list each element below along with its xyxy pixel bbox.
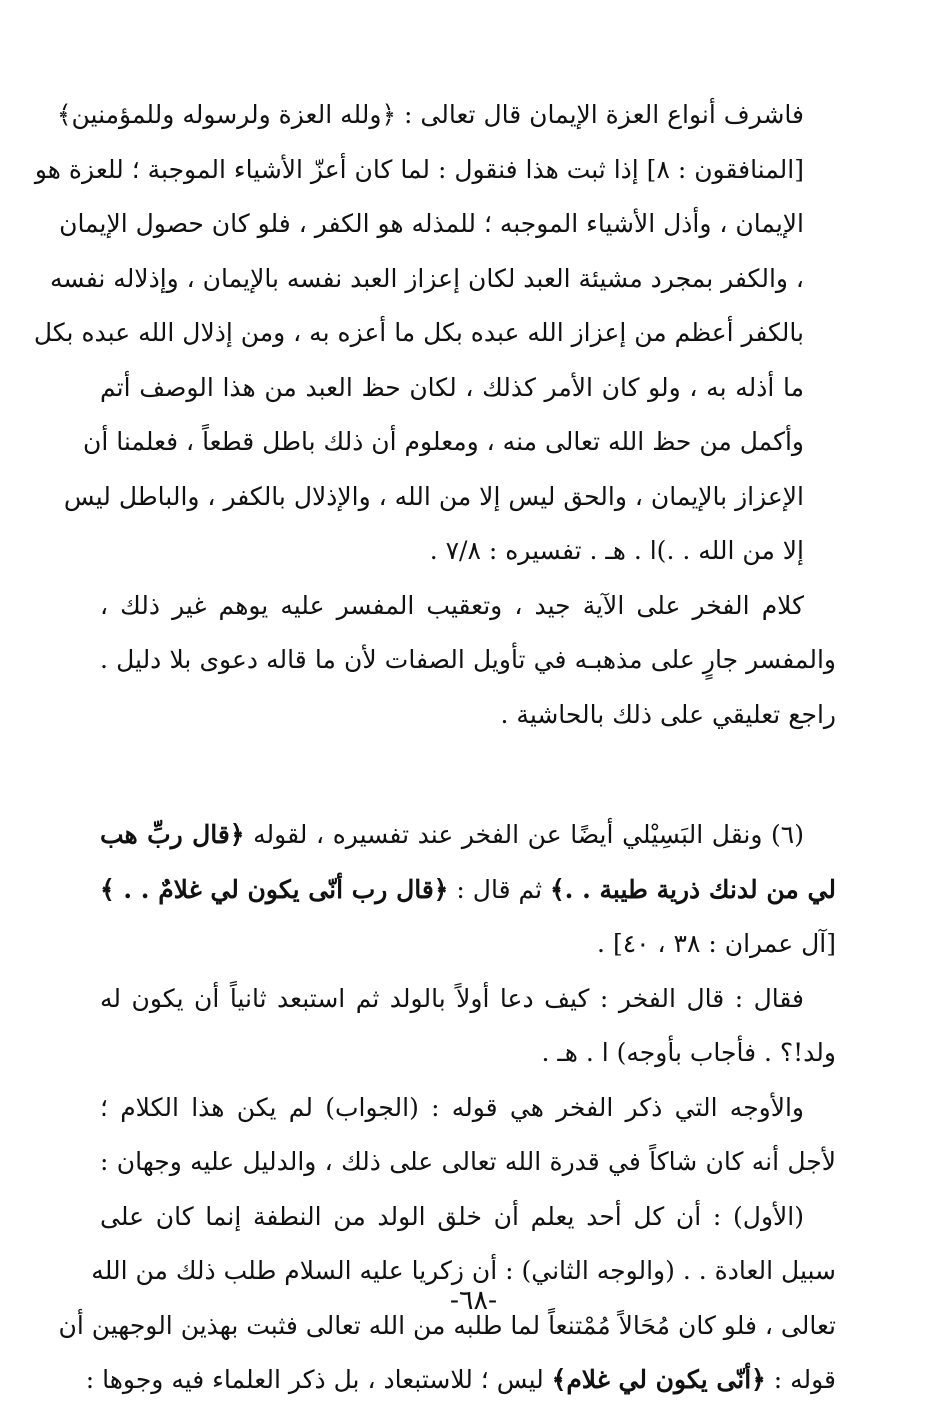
text-segment: ليس ؛ للاستبعاد ، بل ذكر العلماء فيه وجوها : (85, 1365, 552, 1394)
text-line: والمفسر جارٍ على مذهبـه في تأويل الصفات لأن ما قاله دعوى بلا دليل . (100, 645, 836, 674)
paragraph-fakhr-question-cont (100, 1026, 836, 1081)
quran-quote: لي من لدنك ذرية طيبة . .﴾ (550, 874, 836, 904)
text-line: فاشرف أنواع العزة الإيمان قال تعالى : ﴿ولله العزة ولرسوله وللمؤمنين﴾ (56, 100, 804, 129)
quran-quote: ﴿قال ربِّ هب (100, 820, 245, 849)
footnote-6 (100, 808, 836, 863)
text-line: الإعزاز بالإيمان ، والحق ليس إلا من الله ، والإذلال بالكفر ، والباطل ليس (63, 481, 804, 511)
text-line: تعالى ، فلو كان مُحَالاً مُمْتنعاً لما طلبه من الله تعالى فثبت بهذين الوجهين أن (58, 1310, 836, 1340)
quran-quote: ﴿قال رب أنّى يكون لي غلامٌ . . ﴾ (100, 874, 449, 904)
footnote-text: ثم قال : (448, 874, 551, 904)
text-line: إلا من الله . .)ا . هـ . تفسيره : ٧/٨ . (429, 536, 804, 565)
text-line: بالكفر أعظم من إعزاز الله عبده بكل ما أعزه به ، ومن إذلال الله عبده بكل (33, 318, 804, 347)
section-gap (100, 742, 836, 808)
text-line: كلام الفخر على الآية جيد ، وتعقيب المفسر عليه يوهم غير ذلك ، (100, 590, 804, 620)
page-number: -٦٨- (449, 1285, 498, 1316)
footnote-text: (٦) ونقل البَسِيْلي أيضًا عن الفخر عند تفسيره ، لقوله (244, 820, 804, 849)
text-line: (الأول) : أن كل أحد يعلم أن خلق الولد من النطفة إنما كان على (100, 1201, 804, 1231)
paragraph-first-second (100, 1190, 836, 1245)
paragraph-first-second-cont (58, 1244, 836, 1408)
paragraph-fakhr-quote (33, 88, 836, 579)
text-line: راجع تعليقي على ذلك بالحاشية . (500, 699, 836, 729)
paragraph-commentary (100, 579, 836, 634)
text-line: ، والكفر بمجرد مشيئة العبد لكان إعزاز العبد نفسه بالإيمان ، وإذلاله نفسه (50, 263, 804, 293)
text-line: فقال : قال الفخر : كيف دعا أولاً بالولد ثم استبعد ثانياً أن يكون له (100, 983, 804, 1013)
paragraph-commentary-cont (100, 633, 836, 742)
text-line: سبيل العادة . . (والوجه الثاني) : أن زكريا عليه السلام طلب ذلك من الله (91, 1256, 836, 1285)
text-line: الإيمان ، وأذل الأشياء الموجبه ؛ للمذله هو الكفر ، فلو كان حصول الإيمان (59, 209, 804, 238)
text-line (85, 1353, 836, 1408)
paragraph-answers (100, 1081, 836, 1136)
text-line: ما أذله به ، ولو كان الأمر كذلك ، لكان حظ العبد من هذا الوصف أتم (100, 372, 804, 402)
text-line: [آل عمران : ٣٨ ، ٤٠] . (597, 929, 836, 958)
paragraph-fakhr-question (100, 972, 836, 1027)
text-line: ولد!؟ . فأجاب بأوجه) ا . هـ . (541, 1038, 836, 1067)
text-line: لأجل أنه كان شاكاً في قدرة الله تعالى على ذلك ، والدليل عليه وجهان : (100, 1147, 836, 1176)
page-body (33, 88, 836, 1408)
text-segment: قوله : (765, 1365, 836, 1394)
text-line (100, 808, 804, 863)
text-line: والأوجه التي ذكر الفخر هي قوله : (الجواب) لم يكن هذا الكلام ؛ (100, 1092, 804, 1122)
quran-quote: ﴿أنّى يكون لي غلام﴾ (551, 1365, 766, 1394)
text-line (100, 863, 836, 918)
footnote-6-cont (100, 863, 836, 972)
text-line: [المنافقون : ٨] إذا ثبت هذا فنقول : لما كان أعزّ الأشياء الموجبة ؛ للعزة هو (34, 154, 804, 184)
paragraph-answers-cont (100, 1135, 836, 1190)
text-line: وأكمل من حظ الله تعالى منه ، ومعلوم أن ذلك باطل قطعاً ، فعلمنا أن (82, 427, 804, 456)
